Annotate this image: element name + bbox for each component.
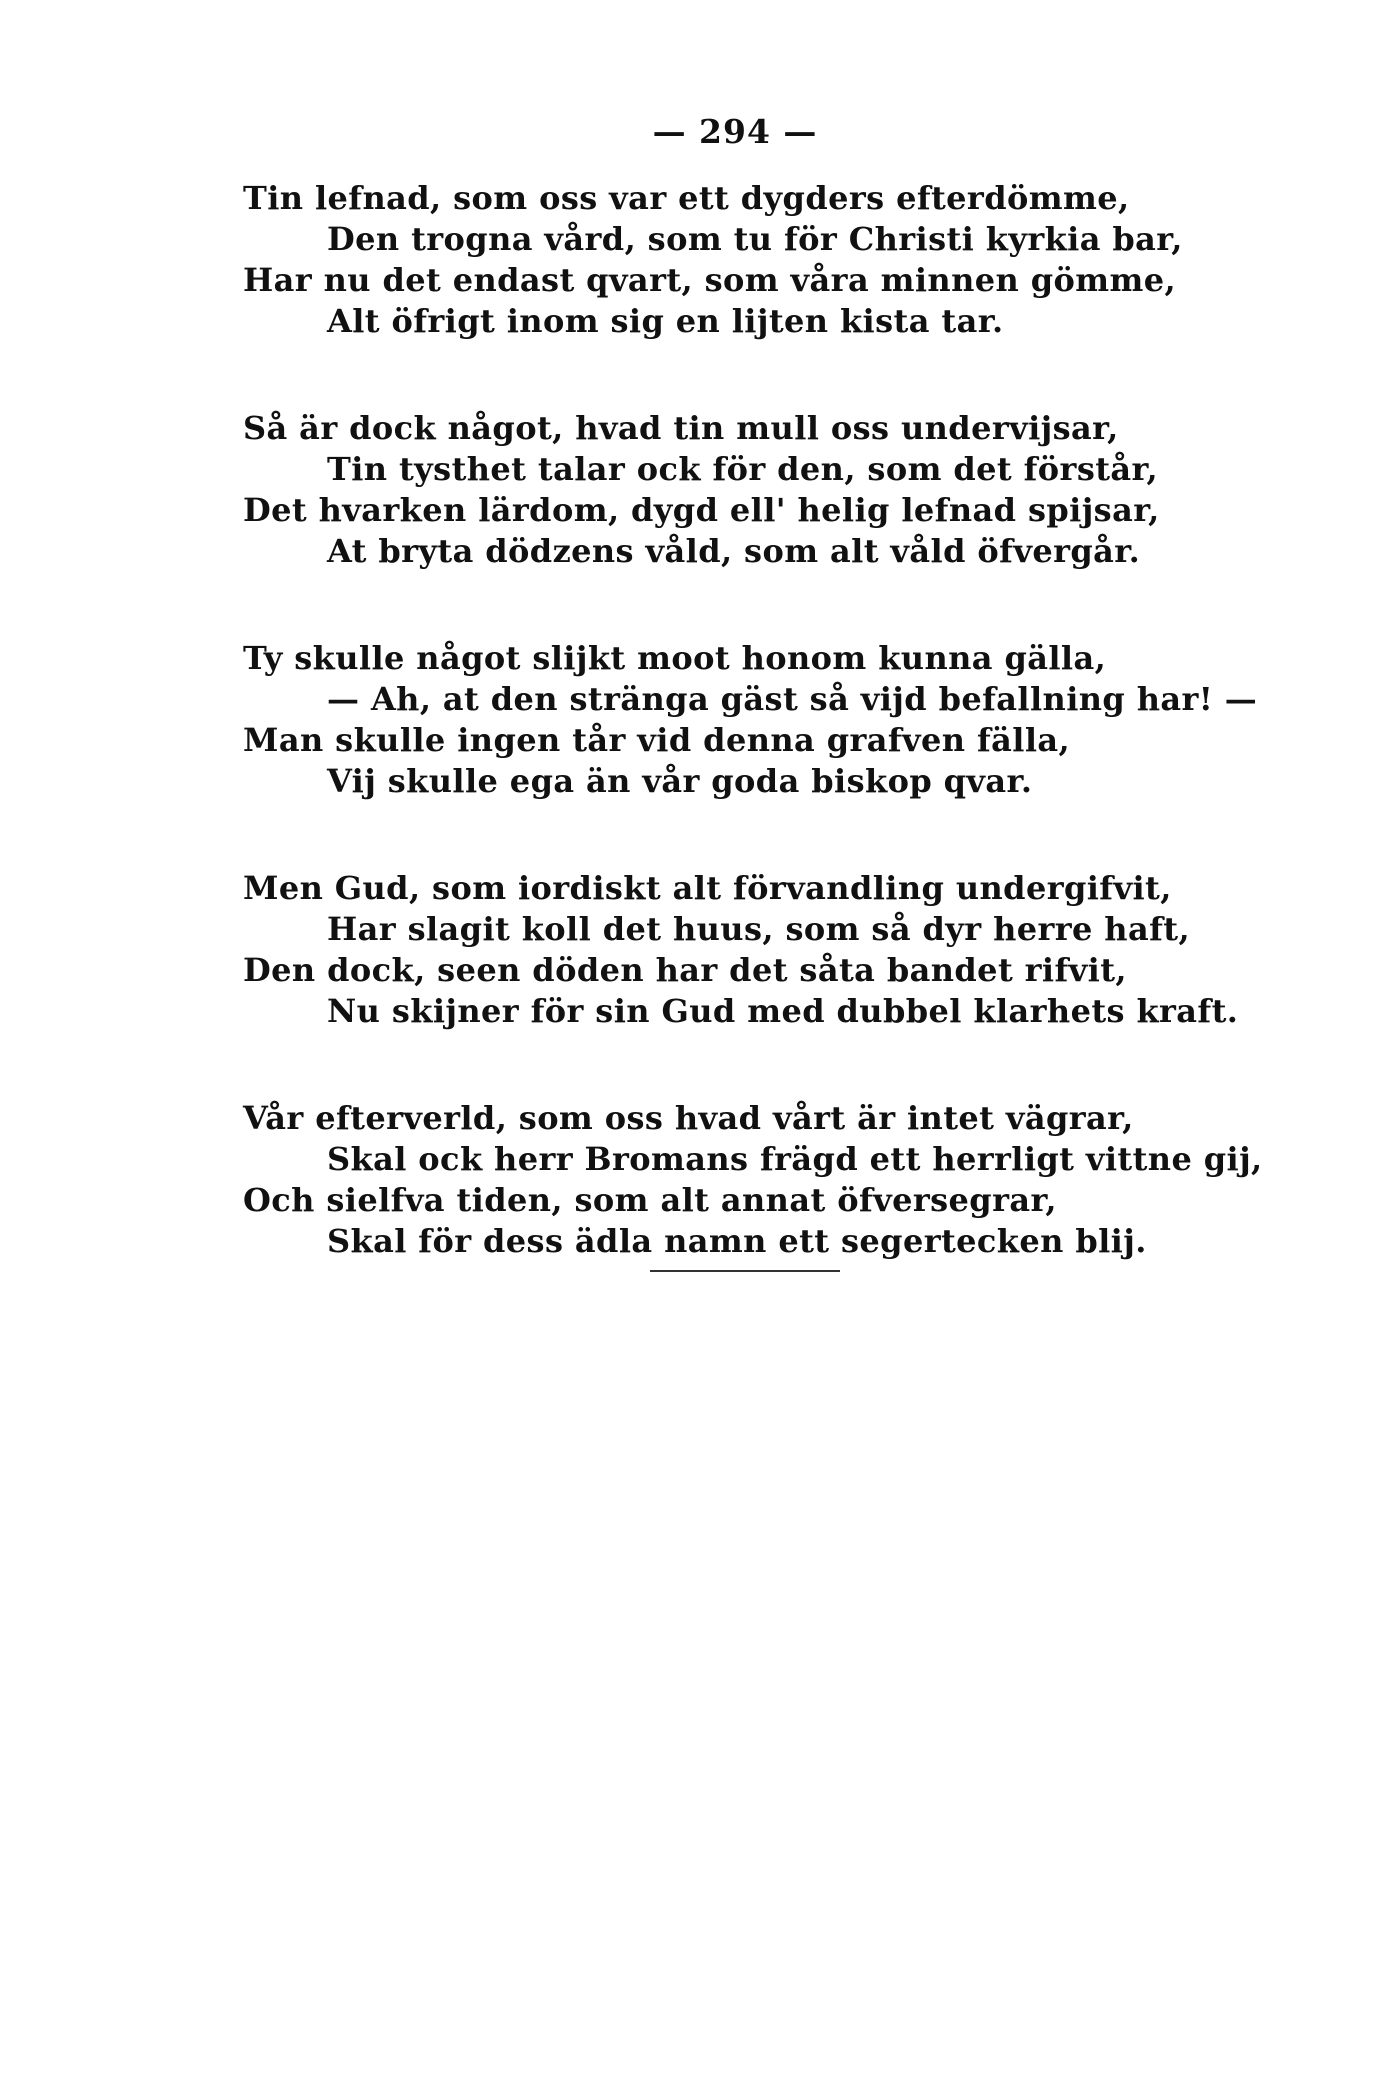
poem-line: Ty skulle något slijkt moot honom kunna gälla,	[243, 639, 1107, 677]
poem-line: Vår efterverld, som oss hvad vårt är intet vägrar,	[243, 1099, 1134, 1137]
end-rule-divider	[650, 1270, 840, 1272]
stanza-5	[243, 1098, 1263, 1262]
poem-line: Har slagit koll det huus, som så dyr herre haft,	[327, 910, 1190, 948]
poem-line: Man skulle ingen tår vid denna grafven fälla,	[243, 721, 1071, 759]
poem-line: Skal för dess ädla namn ett segertecken blij.	[327, 1222, 1147, 1260]
stanza-4	[243, 868, 1263, 1032]
page-number: — 294 —	[652, 112, 818, 151]
stanza-3	[243, 638, 1263, 802]
poem-line: Tin tysthet talar ock för den, som det förstår,	[327, 450, 1159, 488]
poem-line: Och sielfva tiden, som alt annat öfversegrar,	[243, 1181, 1057, 1219]
poem-line: Alt öfrigt inom sig en lijten kista tar.	[327, 302, 1004, 340]
poem-line: At bryta dödzens våld, som alt våld öfvergår.	[327, 532, 1141, 570]
poem-line: Tin lefnad, som oss var ett dygders efterdömme,	[243, 179, 1130, 217]
stanza-1	[243, 178, 1263, 342]
poem-line: Vij skulle ega än vår goda biskop qvar.	[327, 762, 1033, 800]
poem-line: Nu skijner för sin Gud med dubbel klarhets kraft.	[327, 992, 1239, 1030]
poem-line: Men Gud, som iordiskt alt förvandling undergifvit,	[243, 869, 1172, 907]
poem-line: Så är dock något, hvad tin mull oss undervijsar,	[243, 409, 1119, 447]
poem	[243, 178, 1263, 1328]
poem-line: Har nu det endast qvart, som våra minnen gömme,	[243, 261, 1177, 299]
stanza-2	[243, 408, 1263, 572]
poem-line: Den trogna vård, som tu för Christi kyrkia bar,	[327, 220, 1183, 258]
poem-line: Skal ock herr Bromans frägd ett herrligt vittne gij,	[327, 1140, 1263, 1178]
poem-line: Den dock, seen döden har det såta bandet rifvit,	[243, 951, 1127, 989]
poem-line: — Ah, at den stränga gäst så vijd befallning har! —	[327, 680, 1258, 718]
poem-line: Det hvarken lärdom, dygd ell' helig lefnad spijsar,	[243, 491, 1160, 529]
